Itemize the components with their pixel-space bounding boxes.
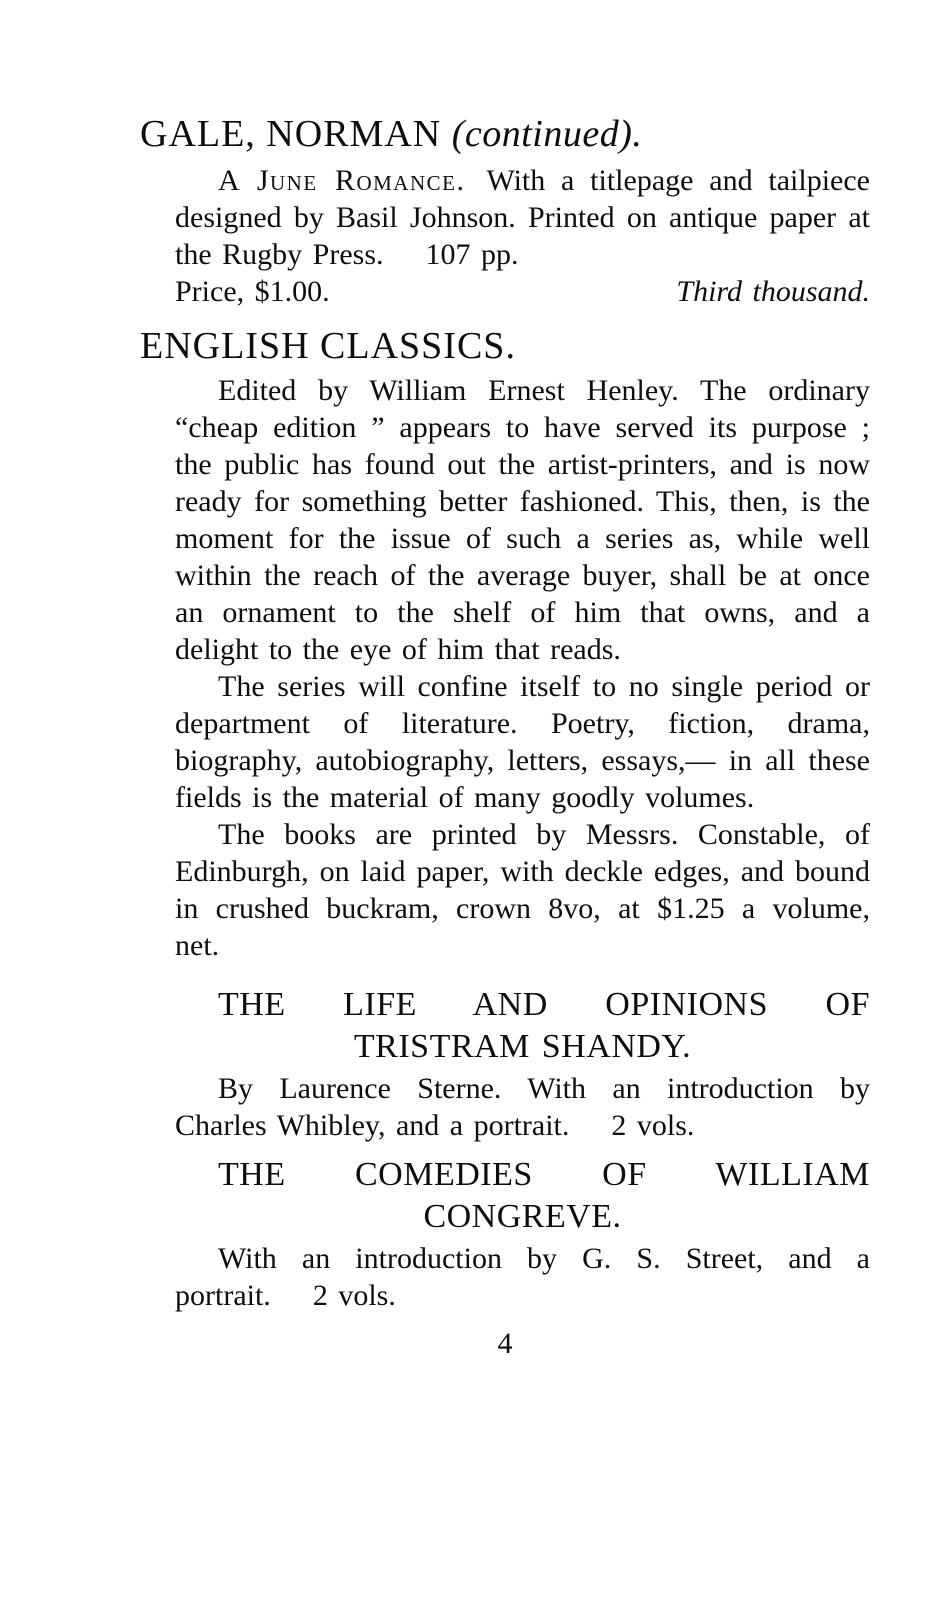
entry-english-classics [140, 324, 870, 1314]
book-title-tristram-shandy [175, 984, 870, 1068]
book-description-text: With an introduction by G. S. Street, and a portrait. [175, 1242, 870, 1312]
book-title-line-2: CONGREVE. [423, 1198, 622, 1235]
price-line [175, 273, 870, 310]
entry-heading-gale [140, 112, 870, 156]
entry-heading-english-classics: ENGLISH CLASSICS. [140, 325, 516, 367]
entry-english-classics-body [175, 372, 870, 1314]
series-paragraph-3: The books are printed by Messrs. Constable, of Edinburgh, on laid paper, with deckle edges, and bound in crushed buckram, crown 8vo, at $1.25 a volume, net. [175, 818, 870, 962]
book-title-congreve [175, 1154, 870, 1238]
book-description [175, 1070, 870, 1144]
series-paragraph-2: The series will confine itself to no single period or department of literature. Poetry, fiction, drama, biography, autobiography, letters, essays,— in all these fields is the material of many goodly volumes. [175, 670, 870, 814]
book-volume-count: 2 vols. [611, 1109, 695, 1142]
book-description [175, 162, 870, 273]
book-congreve [175, 1154, 870, 1314]
book-price: Price, $1.00. [175, 275, 330, 308]
series-paragraph-1: Edited by William Ernest Henley. The ordinary “cheap edition ” appears to have served its purpose ; the public has found out the artist-printers, and is now ready for something better fashioned. This, then, is the moment for the issue of such a series as, while well within the reach of the average buyer, shall be at once an ornament to the shelf of him that owns, and a delight to the eye of him that reads. [175, 374, 870, 666]
edition-note: Third thousand. [676, 275, 870, 308]
book-page-count: 107 pp. [425, 238, 519, 271]
book-title-line-2: TRISTRAM SHANDY. [353, 1028, 692, 1065]
book-description-text: By Laurence Sterne. With an introduction by Charles Whibley, and a portrait. [175, 1072, 870, 1142]
book-title-june-romance: A June Romance. [218, 164, 466, 197]
book-description-text: With a titlepage and tailpiece designed by Basil Johnson. Printed on antique paper at the Rugby Press. [175, 164, 870, 271]
entry-author: GALE, NORMAN [140, 113, 442, 155]
entry-continued-note: (continued). [451, 113, 643, 155]
entry-gale-body [175, 162, 870, 310]
entry-gale [140, 112, 870, 310]
book-tristram-shandy [175, 984, 870, 1144]
page-number: 4 [497, 1327, 513, 1360]
book-description [175, 1240, 870, 1314]
book-title-line-1: THE COMEDIES OF WILLIAM [218, 1156, 870, 1193]
book-volume-count: 2 vols. [312, 1279, 396, 1312]
book-title-line-1: THE LIFE AND OPINIONS OF [218, 986, 870, 1023]
